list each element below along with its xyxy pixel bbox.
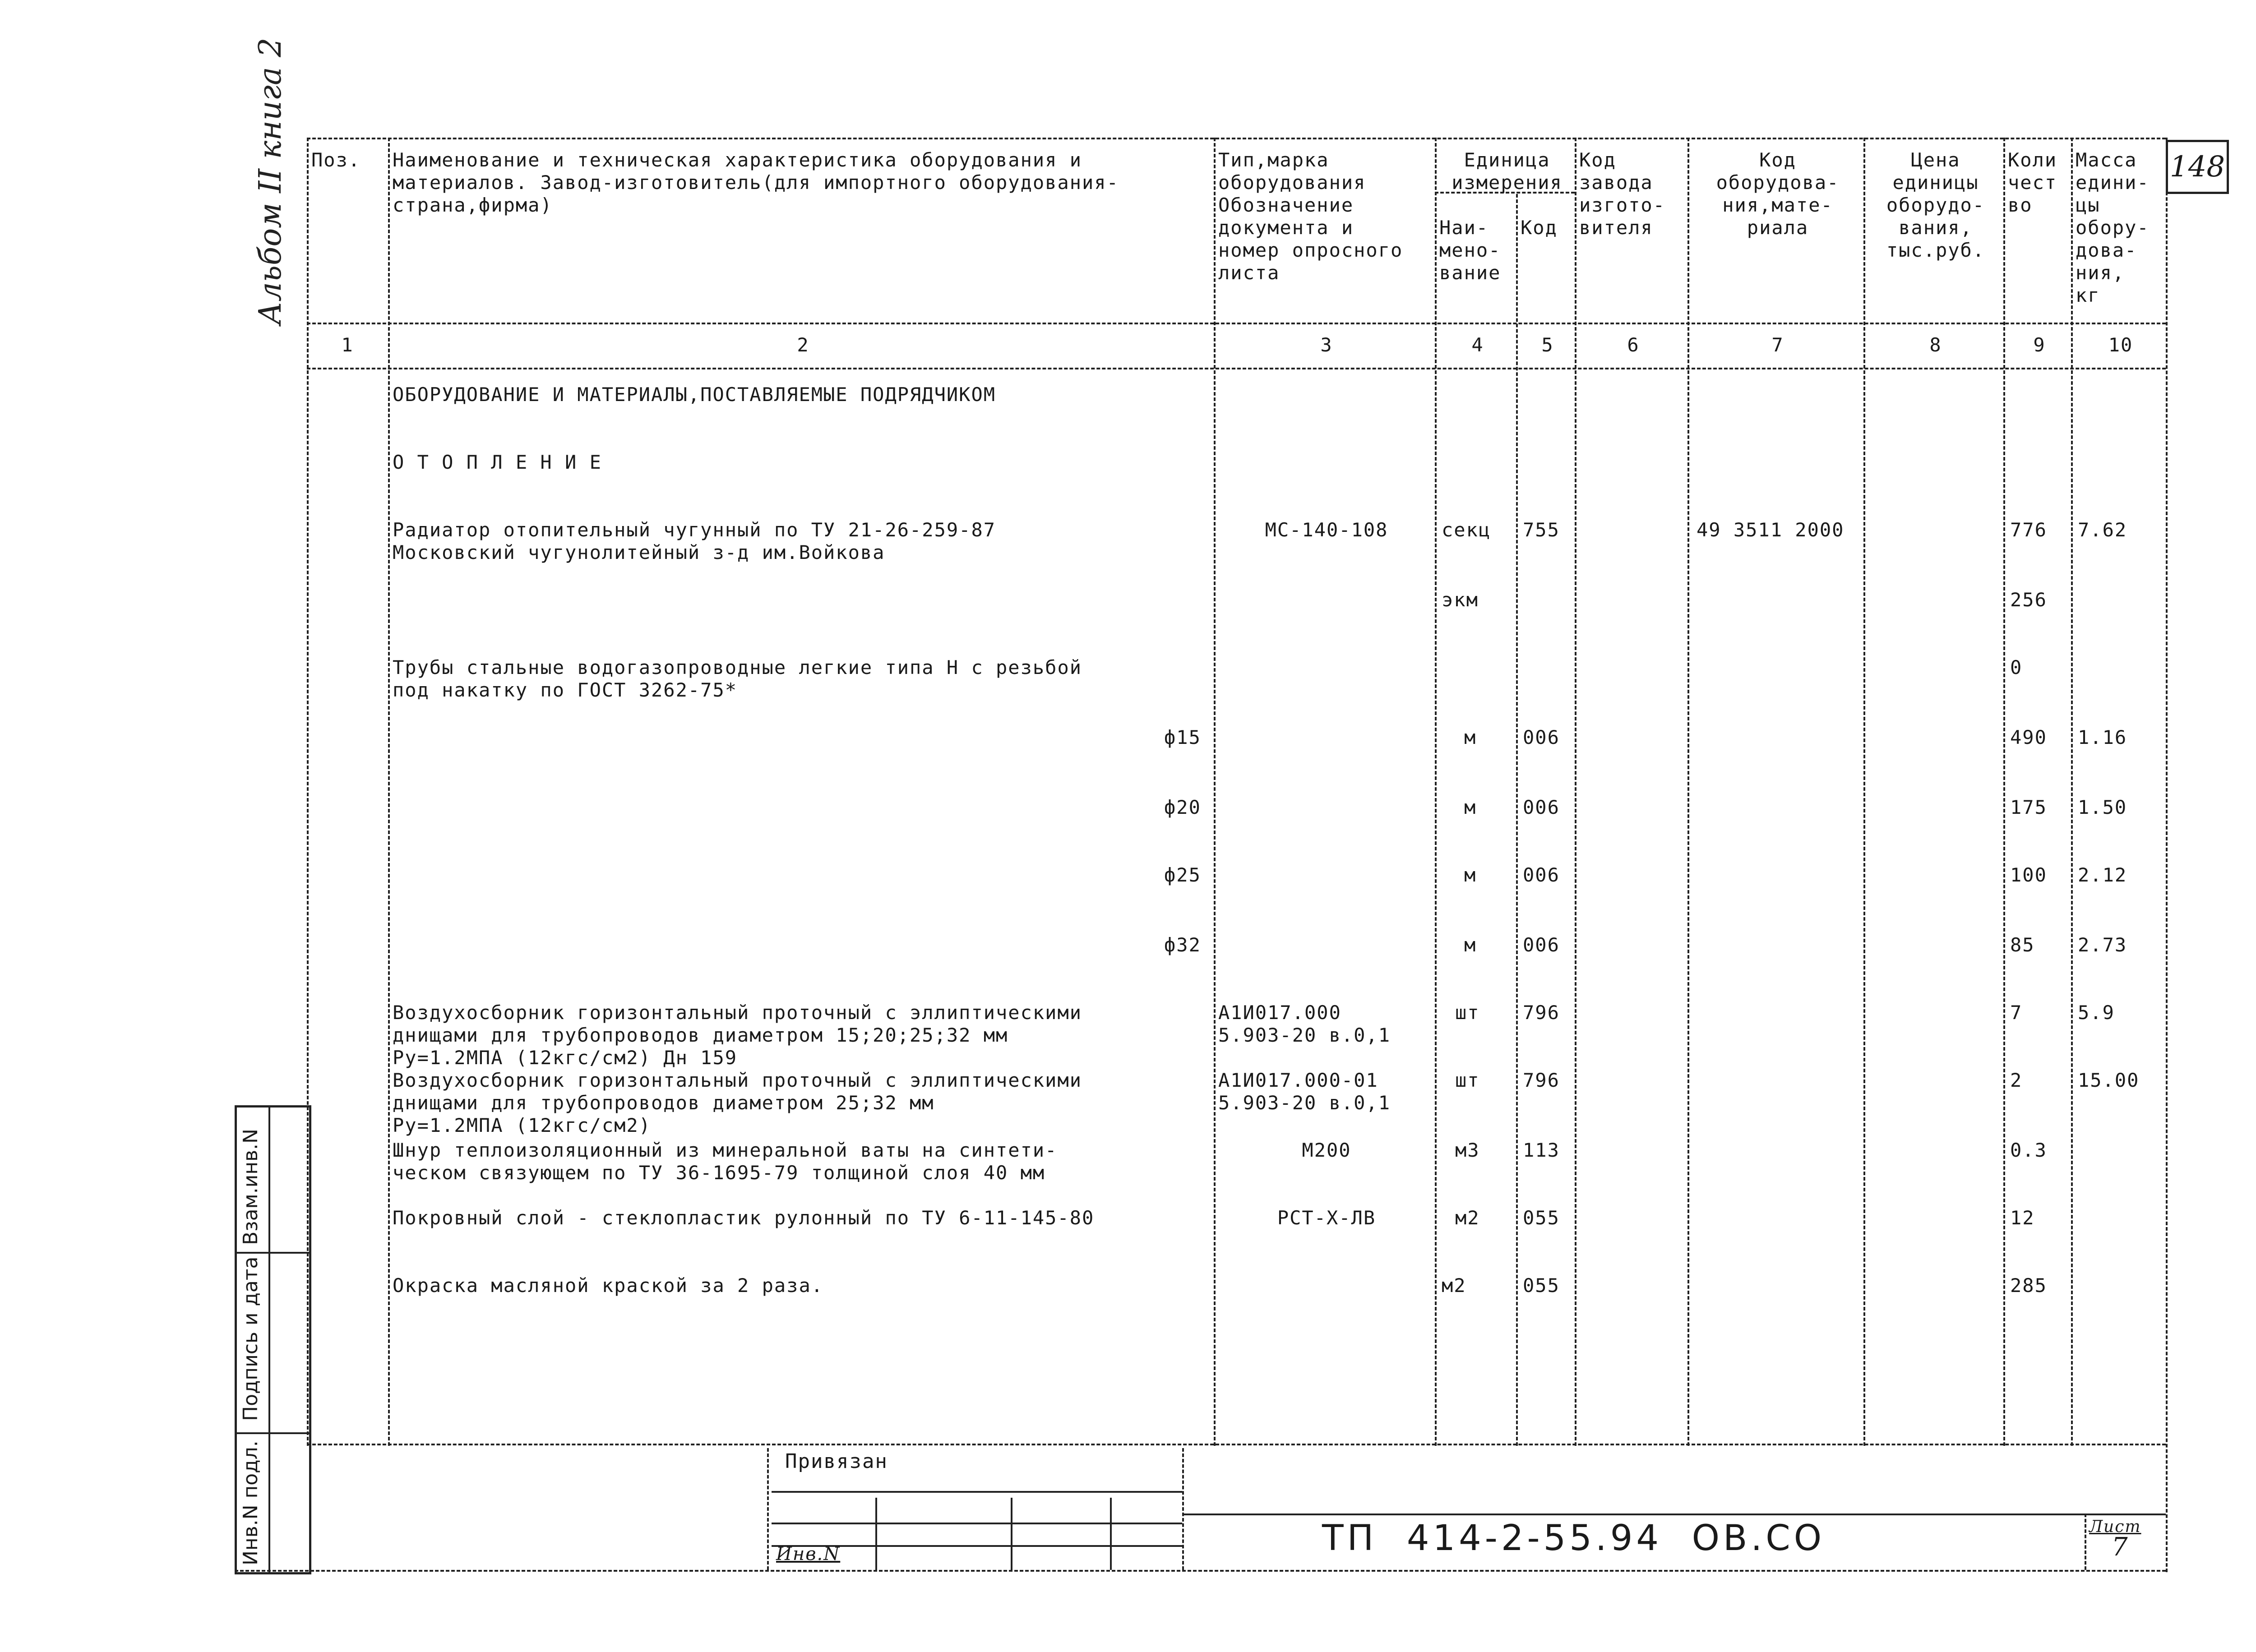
col-line-3 [1435,138,1437,1446]
side-stamp-sep-2 [237,1432,309,1434]
row-7-qty: 100 [2010,864,2047,886]
colnum-9: 9 [2033,334,2046,356]
header-pos: Поз. [311,149,361,171]
header-name: Наименование и техническая характеристика оборудования и материалов. Завод-изготовитель(для импортного оборудования- страна,фирма) [393,149,1119,216]
footer-cell-3 [1110,1498,1112,1570]
stamp-vzam-inv [239,1129,262,1245]
row-8-qty: 85 [2010,934,2035,956]
row-5-name: ф15 [1164,726,1201,748]
colnum-3: 3 [1320,334,1333,356]
colnum-6: 6 [1627,334,1640,356]
row-7-mass: 2.12 [2078,864,2127,886]
footer-cell-1 [875,1498,877,1570]
col-line-6 [1687,138,1689,1446]
header-mass: Масса едини- цы обору- дова- ния, кг [2076,149,2150,306]
row-10-code: 796 [1523,1069,1560,1091]
col-line-4 [1516,194,1518,1446]
stamp-inv-podl-text: Инв.N подл. [239,1440,262,1565]
row-11-qty: 0.3 [2010,1139,2047,1161]
col-line-9 [2071,138,2073,1446]
row-2-unit: секц [1442,519,1491,541]
col-line-8 [2003,138,2005,1446]
side-stamp-sep-1 [237,1252,309,1254]
page-bottom-border [235,1570,2166,1572]
row-13-name: Окраска масляной краской за 2 раза. [393,1274,824,1297]
row-6-name: ф20 [1164,796,1201,818]
header-factory-code: Код завода изгото- вителя [1579,149,1666,239]
row-13-qty: 285 [2010,1274,2047,1297]
row-9-name: Воздухосборник горизонтальный проточный с эллиптическими днищами для трубопроводов диаметром 15;20;25;32 мм Ру=1.2МПА (12кгс/см2) Дн 159 [393,1001,1082,1069]
row-12-unit: м2 [1455,1207,1480,1229]
title-block-top [1182,1514,2166,1515]
row-6-unit: м [1464,796,1477,818]
row-7-name: ф25 [1164,864,1201,886]
album-note-text: Альбом II книга 2 [253,37,288,325]
row-11-code: 113 [1523,1139,1560,1161]
header-unit: Единица измерения [1452,149,1563,194]
row-6-mass: 1.50 [2078,796,2127,818]
header-price: Цена единицы оборудо- вания, тыс.руб. [1886,149,1985,261]
row-5-mass: 1.16 [2078,726,2127,748]
table-bottom-border [307,1444,2166,1445]
stamp-vzam-inv-text: Взам.инв.N [239,1129,262,1245]
sheet-number: 7 [2112,1532,2129,1562]
footer-div-2 [1182,1448,1184,1570]
colnum-10: 10 [2108,334,2133,356]
footer-line-a [772,1491,1182,1493]
colnum-8: 8 [1929,334,1942,356]
stamp-podpis-data [239,1257,262,1421]
footer-inv-label: Инв.N [776,1544,841,1564]
row-9-qty: 7 [2010,1001,2023,1024]
col-line-right [2166,138,2168,1572]
row-10-unit: шт [1455,1069,1480,1091]
footer-privyazan: Привязан [785,1450,888,1473]
row-10-qty: 2 [2010,1069,2023,1091]
row-9-unit: шт [1455,1001,1480,1024]
row-10-type: А1И017.000-01 5.903-20 в.0,1 [1218,1069,1391,1114]
row-0-name: ОБОРУДОВАНИЕ И МАТЕРИАЛЫ,ПОСТАВЛЯЕМЫЕ ПОДРЯДЧИКОМ [393,383,996,406]
colnum-1: 1 [341,334,354,356]
row-1-name: О Т О П Л Е Н И Е [393,451,602,473]
row-4-name: Трубы стальные водогазопроводные легкие типа Н с резьбой под накатку по ГОСТ 3262-75* [393,656,1082,701]
row-11-unit: м3 [1455,1139,1480,1161]
header-unit-code: Код [1521,217,1558,239]
row-5-code: 006 [1523,726,1560,748]
sheet-stamp-number: 148 [2169,150,2225,184]
row-11-name: Шнур теплоизоляционный из минеральной ваты на синтети- ческом связующем по ТУ 36-1695-79 толщиной слоя 40 мм [393,1139,1058,1184]
colnum-7: 7 [1771,334,1784,356]
row-8-code: 006 [1523,934,1560,956]
row-2-mass: 7.62 [2078,519,2127,541]
row-9-type: А1И017.000 5.903-20 в.0,1 [1218,1001,1391,1046]
header-bottom-border [307,323,2166,324]
colnum-2: 2 [797,334,809,356]
row-10-mass: 15.00 [2078,1069,2140,1091]
header-unit-name: Наи- мено- вание [1439,217,1501,284]
col-line-7 [1863,138,1865,1446]
table-top-border [307,138,2166,139]
row-6-code: 006 [1523,796,1560,818]
col-line-1 [388,138,390,1446]
doc-code: ТП 414-2-55.94 ОВ.СО [1322,1518,1826,1559]
colnum-4: 4 [1471,334,1484,356]
row-7-unit: м [1464,864,1477,886]
row-4-qty: 0 [2010,656,2023,678]
album-note [253,37,288,325]
sheet-box-div [2085,1514,2086,1570]
row-2-code: 755 [1523,519,1560,541]
row-2-name: Радиатор отопительный чугунный по ТУ 21-26-259-87 Московский чугунолитейный з-д им.Войкова [393,519,996,563]
row-3-unit: экм [1442,589,1479,611]
colnum-5: 5 [1541,334,1554,356]
row-13-code: 055 [1523,1274,1560,1297]
row-9-mass: 5.9 [2078,1001,2115,1024]
footer-div-1 [767,1448,769,1570]
row-12-type: РСТ-Х-ЛВ [1277,1207,1376,1229]
stamp-podpis-data-text: Подпись и дата [239,1256,262,1421]
row-12-qty: 12 [2010,1207,2035,1229]
row-12-code: 055 [1523,1207,1560,1229]
colnum-bottom-border [307,368,2166,369]
header-item-code: Код оборудова- ния,мате- риала [1716,149,1840,239]
header-qty: Коли чест во [2008,149,2057,216]
stamp-inv-podl [239,1440,262,1565]
row-7-code: 006 [1523,864,1560,886]
sheet-stamp-box [2166,140,2229,194]
row-8-mass: 2.73 [2078,934,2127,956]
footer-cell-2 [1011,1498,1012,1570]
col-line-5 [1575,138,1576,1446]
row-9-code: 796 [1523,1001,1560,1024]
sheet-label: Лист [2089,1518,2141,1536]
row-10-name: Воздухосборник горизонтальный проточный с эллиптическими днищами для трубопроводов диаметром 25;32 мм Ру=1.2МПА (12кгс/см2) [393,1069,1082,1136]
col-line-2 [1214,138,1216,1446]
row-13-unit: м2 [1442,1274,1466,1297]
row-8-name: ф32 [1164,934,1201,956]
row-2-qty: 776 [2010,519,2047,541]
row-8-unit: м [1464,934,1477,956]
row-2-type: МС-140-108 [1265,519,1388,541]
row-5-unit: м [1464,726,1477,748]
side-stamp-split [268,1107,270,1572]
row-6-qty: 175 [2010,796,2047,818]
row-3-qty: 256 [2010,589,2047,611]
footer-line-b [772,1523,1182,1524]
row-5-qty: 490 [2010,726,2047,748]
row-11-type: М200 [1302,1139,1351,1161]
row-12-name: Покровный слой - стеклопластик рулонный по ТУ 6-11-145-80 [393,1207,1095,1229]
header-type: Тип,марка оборудования Обозначение документа и номер опросного листа [1218,149,1403,284]
row-2-item-code: 49 3511 2000 [1697,519,1845,541]
